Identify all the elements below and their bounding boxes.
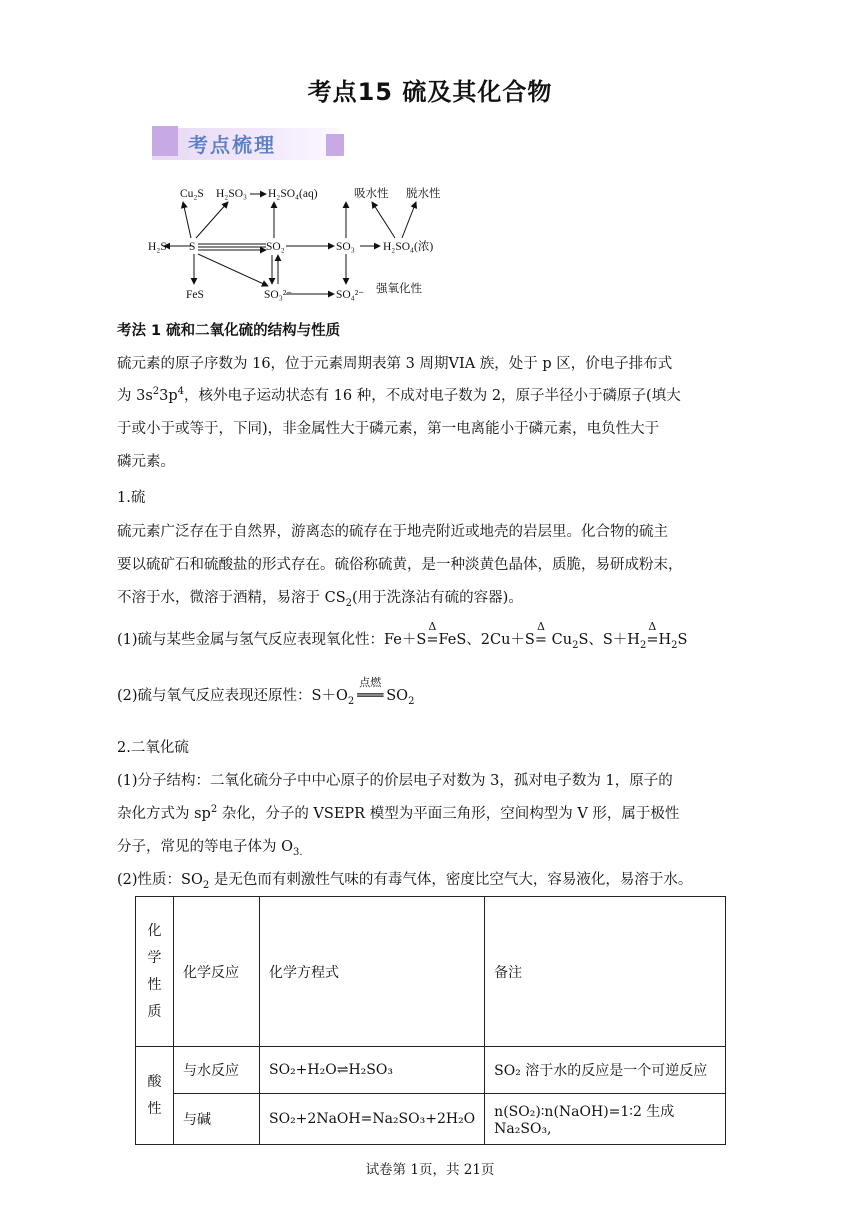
paragraph-line: (1)分子结构：二氧化硫分子中中心原子的价层电子对数为 3，孤对电子数为 1，原子的 (117, 773, 673, 789)
equals-heat: Δ = (426, 620, 439, 648)
node-fes: FeS (186, 289, 204, 301)
node-cu2s: Cu₂S (180, 188, 204, 200)
cell-reaction: 与碱 (174, 1094, 260, 1145)
node-h2so4-conc: H₂SO₄(浓) (383, 241, 434, 253)
section-heading-1: 考法 1 硫和二氧化硫的结构与性质 (117, 323, 341, 339)
label-dehydrating: 脱水性 (406, 188, 441, 200)
paragraph-line: 为 $3s^23p^4$，核外电子运动状态有 16 种，不成对电子数为 2，原子半径小于磷原子(填大 (117, 386, 681, 404)
label-hygroscopic: 吸水性 (354, 188, 389, 200)
paragraph-line: 不溶于水，微溶于酒精，易溶于 $CS_2$(用于洗涤沾有硫的容器)。 (117, 590, 523, 609)
paragraph-line: (2)性质：$SO_2$ 是无色而有刺激性气味的有毒气体，密度比空气大，容易液化，易溶于水。 (117, 872, 693, 891)
page-title: 考点15 硫及其化合物 (307, 78, 553, 106)
page-footer: 试卷第 1页，共 21页 (365, 1162, 495, 1178)
node-h2s: H₂S (148, 241, 167, 253)
subheading-sulfur: 1.硫 (117, 490, 146, 506)
equals-heat: Δ = (534, 620, 548, 648)
reaction-line-reducing: (2)硫与氧气反应表现还原性：$S+O_2$ 点燃 ═══ $SO_2$ (117, 676, 415, 707)
cell-remark: SO₂ 溶于水的反应是一个可逆反应 (485, 1047, 726, 1094)
node-h2so3: H₂SO₃ (216, 188, 248, 200)
equals-ignite: 点燃 ═══ (357, 676, 384, 704)
table-row (136, 1094, 726, 1145)
node-sulfate-ion: SO₄²⁻ (336, 289, 365, 301)
category-acidic: 酸 性 (136, 1047, 174, 1145)
banner-square-right (326, 134, 344, 156)
so2-properties-table (135, 896, 726, 1145)
cell-equation: SO₂+H₂O⇌H₂SO₃ (260, 1047, 485, 1094)
paragraph-line: 杂化方式为 $sp^2$ 杂化，分子的 VSEPR 模型为平面三角形，空间构型为 V 形，属于极性 (117, 804, 680, 822)
label-strong-oxidizing: 强氧化性 (376, 283, 422, 295)
cell-equation: SO₂+2NaOH=Na₂SO₃+2H₂O (260, 1094, 485, 1145)
paragraph-line: 要以硫矿石和硫酸盐的形式存在。硫俗称硫黄，是一种淡黄色晶体，质脆，易研成粉末， (117, 557, 683, 573)
paragraph-line: 磷元素。 (117, 454, 175, 470)
node-h2so4-aq: H₂SO₄(aq) (268, 188, 318, 200)
paragraph-line: 硫元素的原子序数为 16，位于元素周期表第 3 周期VIA 族，处于 p 区，价电子排布式 (117, 356, 673, 372)
header-remarks: 备注 (485, 897, 726, 1047)
paragraph-line: 于或小于或等于，下同)，非金属性大于磷元素，第一电离能小于磷元素，电负性大于 (117, 421, 660, 437)
table-row (136, 1047, 726, 1094)
banner-text: 考点梳理 (188, 133, 276, 157)
cell-reaction: 与水反应 (174, 1047, 260, 1094)
equals-heat: Δ = (646, 620, 659, 648)
cell-remark: n(SO₂)∶n(NaOH)=1∶2 生成 Na₂SO₃, (485, 1094, 726, 1145)
node-s: S (189, 241, 196, 253)
subheading-so2: 2.二氧化硫 (117, 740, 189, 756)
table-header-row (136, 897, 726, 1047)
header-equation: 化学方程式 (260, 897, 485, 1047)
header-reaction: 化学反应 (174, 897, 260, 1047)
sulfur-conversion-diagram (140, 180, 460, 310)
reaction-line-oxidizing: (1)硫与某些金属与氢气反应表现氧化性：Fe＋S Δ =FeS、2Cu＋S Δ = $Cu_2S$、$S+H_2$ Δ $=H_2S$ (117, 620, 688, 651)
node-so2: SO₂ (266, 241, 285, 253)
section-banner (152, 126, 346, 162)
header-chemical-property: 化 学 性 质 (136, 897, 174, 1047)
node-sulfite-ion: SO₃²⁻ (264, 289, 293, 301)
paragraph-line: 分子，常见的等电子体为 $O_{3.}$ (117, 839, 303, 858)
paragraph-line: 硫元素广泛存在于自然界，游离态的硫存在于地壳附近或地壳的岩层里。化合物的硫主 (117, 524, 668, 540)
node-so3: SO₃ (336, 241, 355, 253)
banner-square-left (152, 126, 178, 156)
